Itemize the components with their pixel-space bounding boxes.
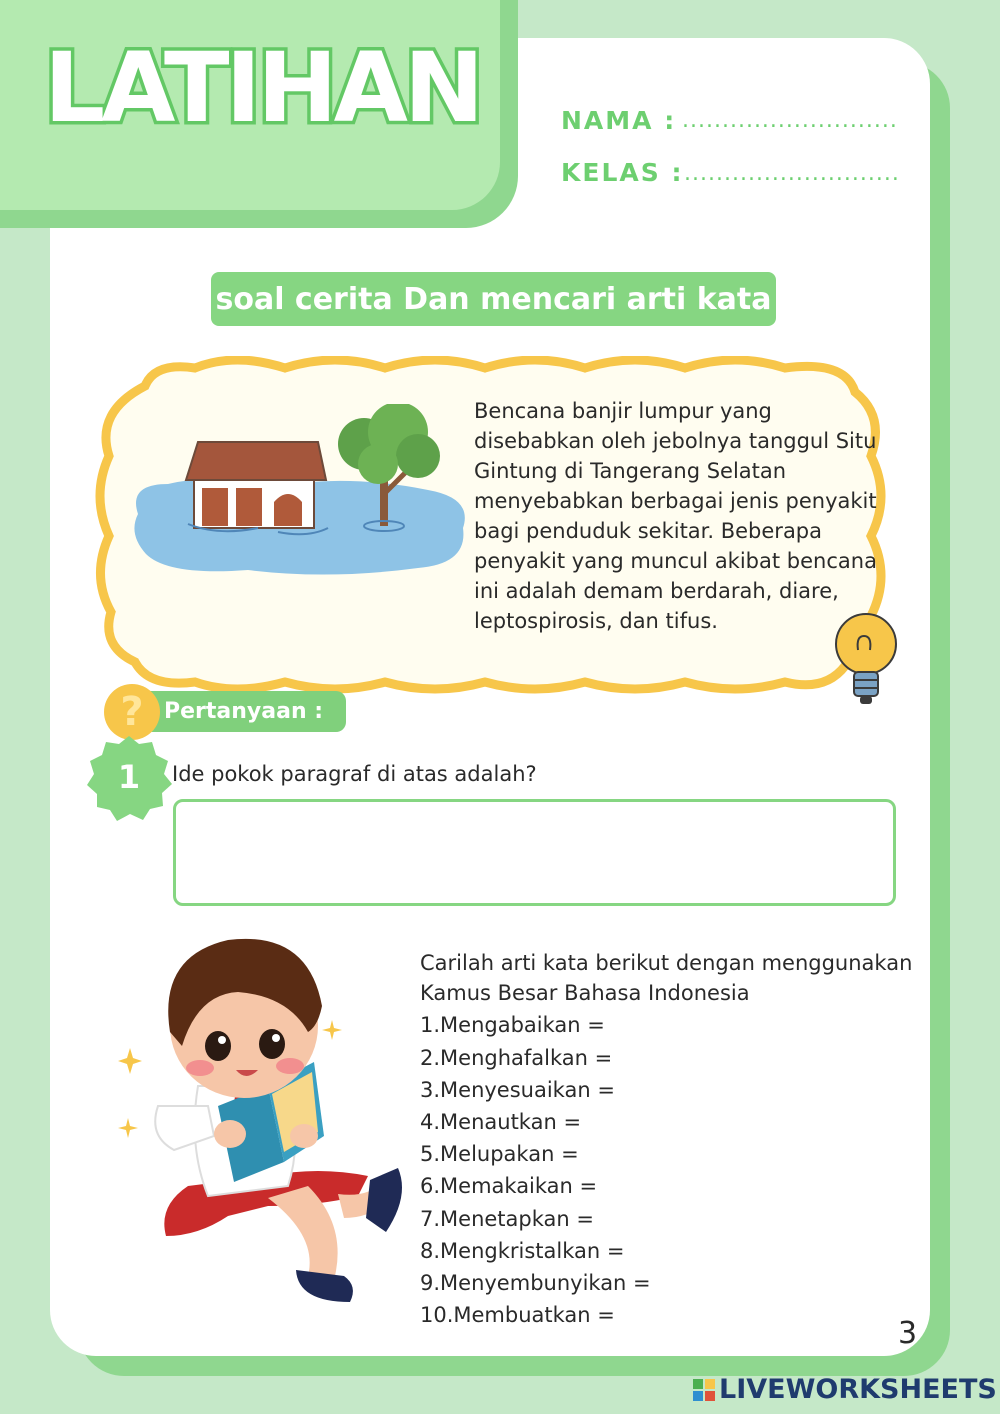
- vocab-item-4: [420, 1105, 920, 1137]
- vocab-answer-field[interactable]: [657, 1266, 817, 1290]
- vocab-answer-field[interactable]: [603, 1169, 763, 1193]
- section-subtitle: soal cerita Dan mencari arti kata: [211, 272, 776, 326]
- vocab-item-8: [420, 1234, 920, 1266]
- question-number-badge: [84, 734, 174, 824]
- page-number: 3: [898, 1316, 918, 1351]
- vocab-answer-field[interactable]: [585, 1137, 745, 1161]
- class-label: KELAS :: [561, 158, 684, 187]
- page-title: LATIHAN: [44, 32, 481, 144]
- liveworksheets-logo-icon: [693, 1379, 715, 1401]
- vocab-answer-field[interactable]: [600, 1202, 760, 1226]
- vocab-item-1: [420, 1008, 920, 1040]
- sparkle-icon: [118, 1118, 138, 1138]
- class-field[interactable]: ...........................: [684, 161, 900, 186]
- vocab-word: 9.Menyembunyikan =: [420, 1271, 651, 1296]
- vocab-word: 3.Menyesuaikan =: [420, 1077, 615, 1102]
- vocab-item-10: [420, 1298, 920, 1330]
- vocab-item-7: [420, 1202, 920, 1234]
- vocab-word: 2.Menghafalkan =: [420, 1045, 613, 1070]
- vocab-word: 7.Menetapkan =: [420, 1206, 594, 1231]
- questions-label-text: Pertanyaan :: [164, 699, 324, 724]
- lightbulb-icon: [830, 610, 902, 710]
- sparkle-icon: [118, 1048, 142, 1074]
- name-field[interactable]: ...........................: [682, 108, 898, 133]
- vocab-answer-field[interactable]: [630, 1234, 790, 1258]
- vocab-intro-line-1: Carilah arti kata berikut dengan menggunakan: [420, 951, 913, 975]
- vocab-answer-field[interactable]: [611, 1008, 771, 1032]
- vocab-item-5: [420, 1137, 920, 1169]
- question-mark-icon: ?: [104, 684, 160, 740]
- vocab-intro-line-2: Kamus Besar Bahasa Indonesia: [420, 981, 750, 1006]
- vocab-answer-field[interactable]: [621, 1073, 781, 1097]
- story-paragraph: Bencana banjir lumpur yang disebabkan oleh jebolnya tanggul Situ Gintung di Tangerang Selatan menyebabkan berbagai jenis penyakit bagi penduduk sekitar. Beberapa penyakit yang muncul akibat bencana ini adalah demam berdarah, diare, leptospirosis, dan tifus.: [474, 399, 877, 633]
- vocab-answer-field[interactable]: [618, 1041, 778, 1065]
- question-number: 1: [117, 758, 141, 796]
- vocab-item-6: [420, 1169, 920, 1201]
- vocab-answer-field[interactable]: [587, 1105, 747, 1129]
- flooded-house-icon: [128, 404, 468, 576]
- question-1-text: Ide pokok paragraf di atas adalah?: [172, 762, 537, 786]
- vocab-word: 5.Melupakan =: [420, 1142, 579, 1167]
- vocab-word: 10.Membuatkan =: [420, 1303, 615, 1328]
- name-label: NAMA :: [561, 106, 677, 135]
- sparkle-icon: [322, 1020, 342, 1040]
- liveworksheets-brand-text: LIVEWORKSHEETS: [719, 1374, 997, 1405]
- boy-reading-icon: [118, 936, 408, 1306]
- vocab-item-2: [420, 1041, 920, 1073]
- question-1-answer-box[interactable]: [173, 799, 896, 906]
- vocab-answer-field[interactable]: [621, 1298, 781, 1322]
- vocab-word: 6.Memakaikan =: [420, 1174, 598, 1199]
- questions-section-label: [150, 691, 346, 732]
- title-panel: [0, 0, 518, 228]
- vocab-item-9: [420, 1266, 920, 1298]
- vocab-item-3: [420, 1073, 920, 1105]
- vocab-word: 1.Mengabaikan =: [420, 1013, 605, 1038]
- liveworksheets-logo: [693, 1374, 997, 1405]
- vocab-word: 8.Mengkristalkan =: [420, 1238, 625, 1263]
- vocabulary-section: [420, 948, 920, 1330]
- vocab-word: 4.Menautkan =: [420, 1110, 582, 1135]
